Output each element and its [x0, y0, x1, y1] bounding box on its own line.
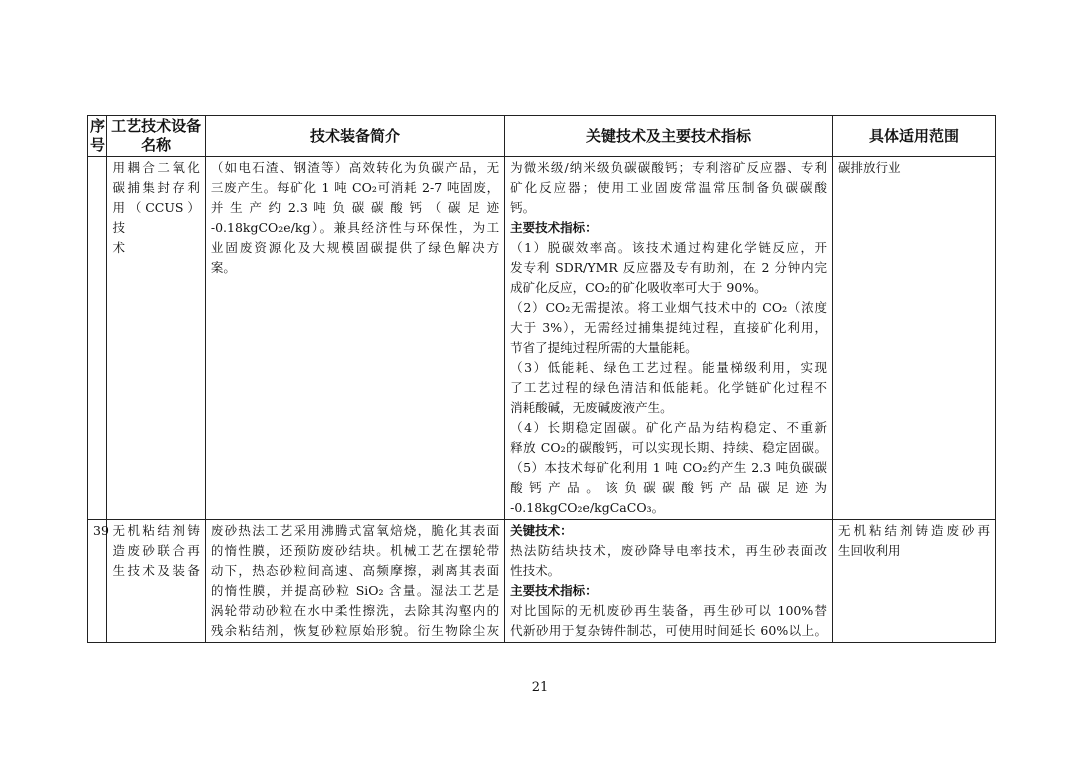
header-scope: 具体适用范围 — [833, 116, 996, 157]
intro-line: 残余粘结剂，恢复砂粒原始形貌。衍生物除尘灰 — [210, 623, 500, 638]
key-line: 对比国际的无机废砂再生装备，再生砂可以 100%替 — [510, 603, 828, 618]
header-name: 工艺技术设备名称 — [107, 116, 205, 157]
key-line: 大于 3%），无需经过捕集提纯过程，直接矿化利用， — [510, 320, 828, 335]
tech-name-line: 碳捕集封存利 — [112, 180, 200, 195]
tech-intro-cell — [205, 520, 504, 643]
table-row — [88, 520, 996, 643]
key-line: （2）CO₂无需提浓。将工业烟气技术中的 CO₂（浓度 — [510, 300, 828, 315]
key-line: 矿化反应器；使用工业固废常温常压制备负碳碳酸 — [510, 180, 828, 195]
intro-line: 三废产生。每矿化 1 吨 CO₂可消耗 2-7 吨固废， — [210, 180, 500, 195]
key-line: 热法防结块技术，废砂降导电率技术，再生砂表面改 — [510, 543, 828, 558]
header-intro: 技术装备简介 — [205, 116, 504, 157]
key-line: 发专利 SDR/YMR 反应器及专有助剂，在 2 分钟内完 — [510, 260, 828, 275]
page-number: 21 — [531, 680, 549, 695]
key-line: （4）长期稳定固碳。矿化产品为结构稳定、不重新 — [510, 420, 828, 435]
tech-name-line: 用耦合二氧化 — [112, 160, 200, 175]
intro-line: 的惰性膜，并提高砂粒 SiO₂ 含量。湿法工艺是 — [210, 583, 500, 598]
key-line: 代新砂用于复杂铸件制芯，可使用时间延长 60%以上。 — [510, 623, 828, 638]
tech-name-line: 术 — [112, 240, 125, 255]
key-line: 了工艺过程的绿色清洁和低能耗。化学链矿化过程不 — [510, 380, 828, 395]
key-tech-cell — [505, 520, 833, 643]
key-line: （3）低能耗、绿色工艺过程。能量梯级利用，实现 — [510, 360, 828, 375]
key-subheading: 关键技术： — [510, 523, 573, 538]
key-tech-cell — [505, 157, 833, 520]
tech-name-line: 造废砂联合再 — [112, 543, 200, 558]
tech-name-line: 无机粘结剂铸 — [112, 523, 200, 538]
key-line: 为微米级/纳米级负碳碳酸钙；专利溶矿反应器、专利 — [510, 160, 828, 175]
intro-line: -0.18kgCO₂e/kg）。兼具经济性与环保性，为工 — [210, 220, 500, 235]
key-line: 节省了提纯过程所需的大量能耗。 — [510, 340, 698, 355]
tech-name-line: 用（CCUS）技 — [112, 200, 200, 235]
key-line: 酸 钙 产 品 。 该 负 碳 碳 酸 钙 产 品 碳 足 迹 为 — [510, 480, 828, 495]
header-no: 序号 — [88, 116, 107, 157]
intro-line: 案。 — [210, 260, 236, 275]
intro-line: 废砂热法工艺采用沸腾式富氧焙烧，脆化其表面 — [210, 523, 500, 538]
intro-line: （如电石渣、钢渣等）高效转化为负碳产品，无 — [210, 160, 500, 175]
intro-line: 业固废资源化及大规模固碳提供了绿色解决方 — [210, 240, 500, 255]
key-line: （5）本技术每矿化利用 1 吨 CO₂约产生 2.3 吨负碳碳 — [510, 460, 828, 475]
scope-line: 无机粘结剂铸造废砂再 — [838, 523, 990, 538]
key-subheading: 主要技术指标： — [510, 583, 598, 598]
key-line: 成矿化反应，CO₂的矿化吸收率可大于 90%。 — [510, 280, 767, 295]
header-key-tech: 关键技术及主要技术指标 — [505, 116, 833, 157]
key-subheading: 主要技术指标： — [510, 220, 598, 235]
intro-line: 动下，热态砂粒间高速、高频摩擦，剥离其表面 — [210, 563, 500, 578]
row-number — [88, 157, 107, 520]
key-line: 性技术。 — [510, 563, 561, 578]
intro-line: 的惰性膜，还预防废砂结块。机械工艺在摆轮带 — [210, 543, 500, 558]
technology-table — [87, 115, 996, 643]
key-line: （1）脱碳效率高。该技术通过构建化学链反应，开 — [510, 240, 828, 255]
tech-name-cell — [107, 520, 205, 643]
key-line: 释放 CO₂的碳酸钙，可以实现长期、持续、稳定固碳。 — [510, 440, 828, 455]
key-line: 钙。 — [510, 200, 536, 215]
intro-line: 并 生 产 约 2.3 吨 负 碳 碳 酸 钙 （ 碳 足 迹 — [210, 200, 500, 215]
scope-cell: 碳排放行业 — [833, 157, 996, 520]
intro-line: 涡轮带动砂粒在水中柔性擦洗，去除其沟壑内的 — [210, 603, 500, 618]
key-line: -0.18kgCO₂e/kgCaCO₃。 — [510, 500, 665, 515]
header-row — [88, 116, 996, 157]
scope-line: 生回收利用 — [838, 543, 901, 558]
tech-intro-cell — [205, 157, 504, 520]
tech-name-cell — [107, 157, 205, 520]
scope-cell — [833, 520, 996, 643]
tech-name-line: 生技术及装备 — [112, 563, 200, 578]
key-line: 消耗酸碱，无废碱废液产生。 — [510, 400, 673, 415]
row-number: 39 — [88, 520, 107, 643]
table-row — [88, 157, 996, 520]
